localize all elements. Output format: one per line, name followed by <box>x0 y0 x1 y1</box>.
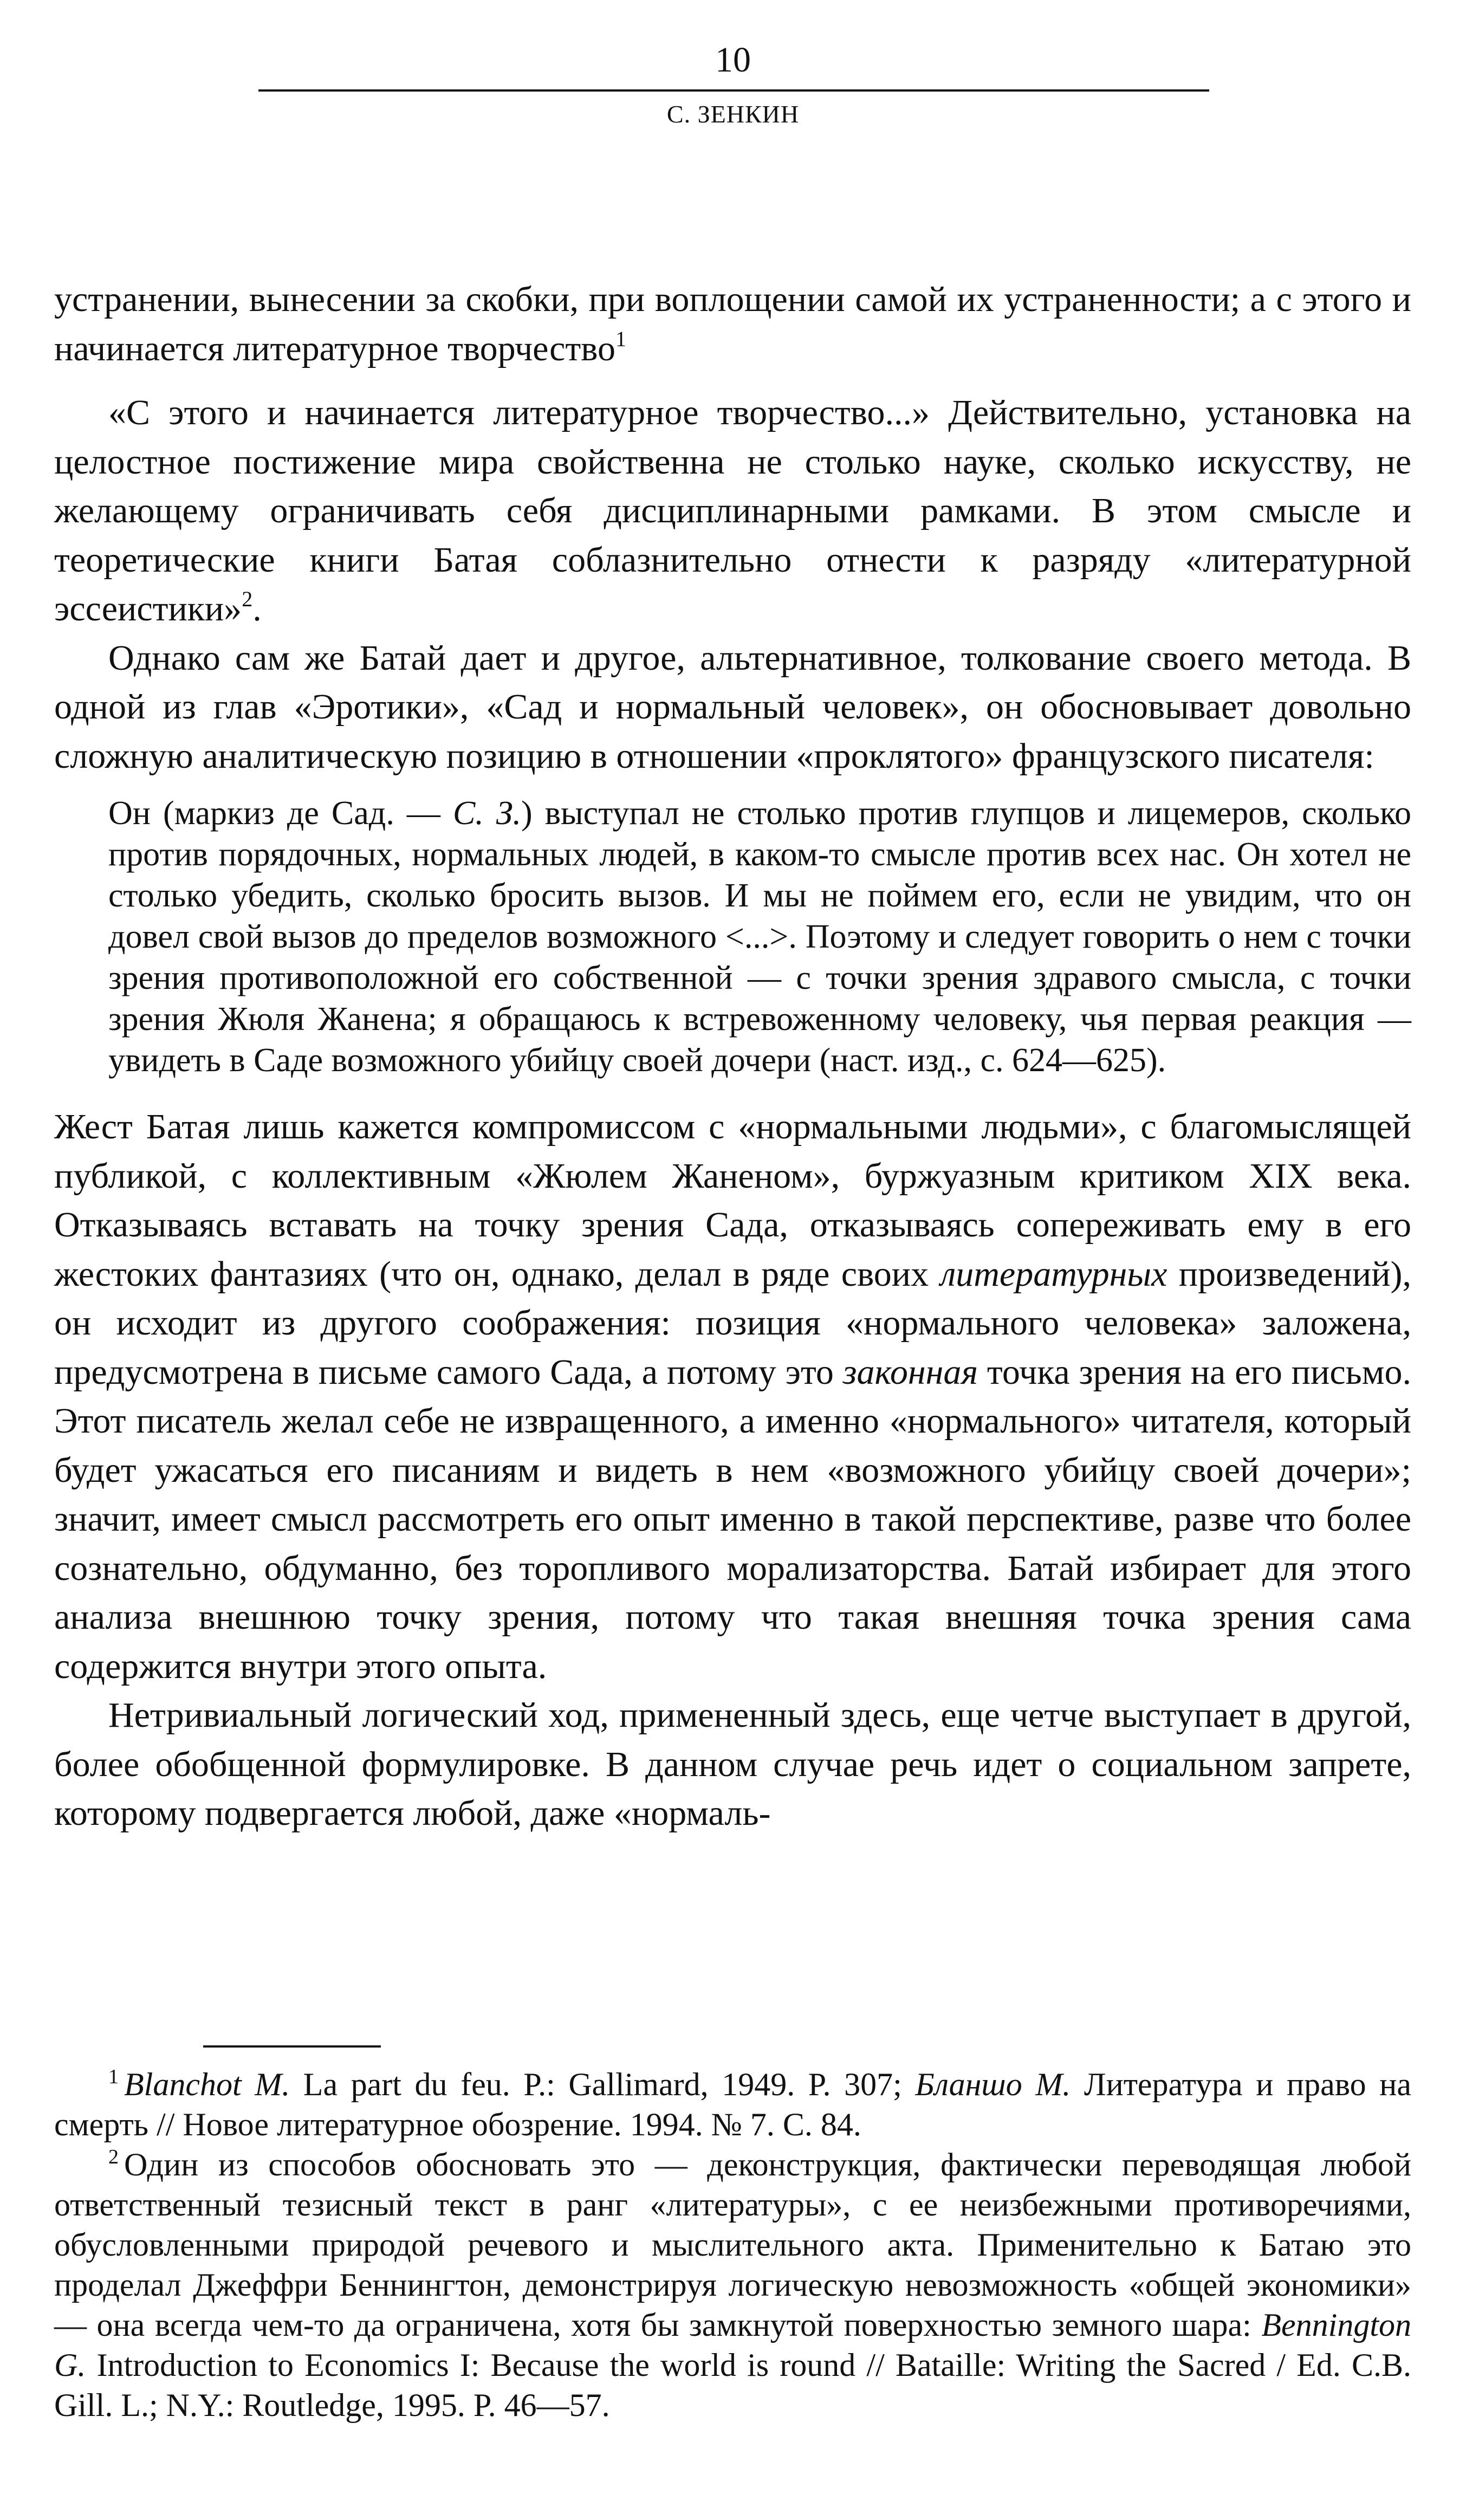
paragraph-4 <box>54 1103 1411 1691</box>
footnote-2-text-1: Один из способов обосновать это — деконструкция, фактически переводящая любой ответственный тезисный текст в ранг «литературы», с ее неизбежными противоречиями, обусловленными природой речевого и мыслительного акта. Применительно к Батаю это проделал Джеффри Беннингтон, демонстрируя логическую невозможность «общей экономики» — она всегда чем-то да ограничена, хотя бы замкнутой поверхностью земного шара: <box>54 2147 1411 2343</box>
footnote-rule <box>203 2045 381 2048</box>
footnote-2-author: Bennington G. <box>54 2307 1411 2383</box>
footnote-2-text-2: Introduction to Economics I: Because the world is round // Bataille: Writing the Sacred / Ed. C.B. Gill. L.; N.Y.: Routledge, 1995. P. 46—57. <box>54 2347 1411 2423</box>
footnotes <box>54 2064 1411 2425</box>
paragraph-2: «С этого и начинается литературное творчество...» Действительно, установка на целостное постижение мира свойственна не столько науке, сколько искусству, не желающему ограничивать себя дисциплинарными рамками. В этом смысле и теоретические книги Батая соблазнительно отнести к разряду «литературной эссеистики»$^2$. <box>54 393 1411 629</box>
quote-text-1: Он (маркиз де Сад. — <box>108 795 453 832</box>
footnote-1-author-ru: Бланшо М. <box>915 2066 1071 2102</box>
paragraph-1 <box>54 275 1411 373</box>
header-rule <box>258 89 1209 92</box>
paragraph-1-text: устранении, вынесении за скобки, при воплощении самой их устраненности; а с этого и начинается литературное творчество <box>54 280 1411 368</box>
quote-text-2: ) выступал не столько против глупцов и лицемеров, сколько против порядочных, нормальных людей, в каком-то смысле против всех нас. Он хотел не столько убедить, сколько бросить вызов. И мы не поймем его, если не увидим, что он довел свой вызов до пределов возможного <...>. Поэтому и следует говорить о нем с точки зрения противоположной его собственной — с точки зрения здравого смысла, с точки зрения Жюля Жанена; я обращаюсь к встревоженному человеку, чья первая реакция — увидеть в Саде возможного убийцу своей дочери (наст. изд., с. 624—625). <box>108 795 1411 1079</box>
paragraph-4-emphasis-2: законная <box>842 1352 978 1392</box>
paragraph-4-text-1: Жест Батая лишь кажется компромиссом с «нормальными людьми», с благомыслящей публикой, с коллективным «Жюлем Жаненом», буржуазным критиком XIX века. Отказываясь вставать на точку зрения Сада, отказываясь сопереживать ему в его жестоких фантазиях (что он, однако, делал в ряде своих <box>54 1107 1411 1294</box>
paragraph-5: Нетривиальный логический ход, примененный здесь, еще четче выступает в другой, более обобщенной формулировке. В данном случае речь идет о социальном запрете, которому подвергается любой, даже «нормаль- <box>54 1695 1411 1833</box>
footnote-ref-2[interactable]: 2 <box>242 587 253 611</box>
footnote-2 <box>54 2145 1411 2425</box>
paragraph-2-text: «С этого и начинается литературное творчество...» Действительно, установка на целостное постижение мира свойственна не столько науке, сколько искусству, не желающему ограничивать себя дисциплинарными рамками. В этом смысле и теоретические книги Батая соблазнительно отнести к разряду «литературной эссеистики» <box>54 393 1411 629</box>
footnote-1-text-1: La part du feu. P.: Gallimard, 1949. P. 307; <box>290 2066 916 2102</box>
block-quote <box>108 793 1411 1081</box>
footnote-2-mark: 2 <box>108 2146 119 2168</box>
paragraph-4-text-2: произведений), он исходит из другого соображения: позиция «нормального человека» заложена, предусмотрена в письме самого Сада, а потому это <box>54 1254 1411 1392</box>
footnote-1-author: Blanchot M. <box>124 2066 290 2102</box>
footnote-1-text-2: Литература и право на смерть // Новое литературное обозрение. 1994. № 7. С. 84. <box>54 2066 1411 2142</box>
quote-initials: С. З. <box>452 795 522 832</box>
page-number: 10 <box>715 40 751 80</box>
paragraph-4-text-3: точка зрения на его письмо. Этот писатель желал себе не извращенного, а именно «нормального» читателя, который будет ужасаться его писаниям и видеть в нем «возможного убийцу своей дочери»; значит, имеет смысл рассмотреть его опыт именно в такой перспективе, разве что более сознательно, обдуманно, без торопливого морализаторства. Батай избирает для этого анализа внешнюю точку зрения, потому что такая внешняя точка зрения сама содержится внутри этого опыта. <box>54 1352 1411 1686</box>
footnote-ref-1[interactable]: 1 <box>615 326 626 351</box>
footnote-1 <box>54 2064 1411 2145</box>
paragraph-4-emphasis-1: литературных <box>940 1254 1167 1294</box>
running-head: С. ЗЕНКИН <box>666 100 800 128</box>
paragraph-3: Однако сам же Батай дает и другое, альтернативное, толкование своего метода. В одной из глав «Эротики», «Сад и нормальный человек», он обосновывает довольно сложную аналитическую позицию в отношении «проклятого» французского писателя: <box>54 638 1411 776</box>
footnote-1-mark: 1 <box>108 2065 119 2088</box>
main-text <box>54 275 1411 1838</box>
